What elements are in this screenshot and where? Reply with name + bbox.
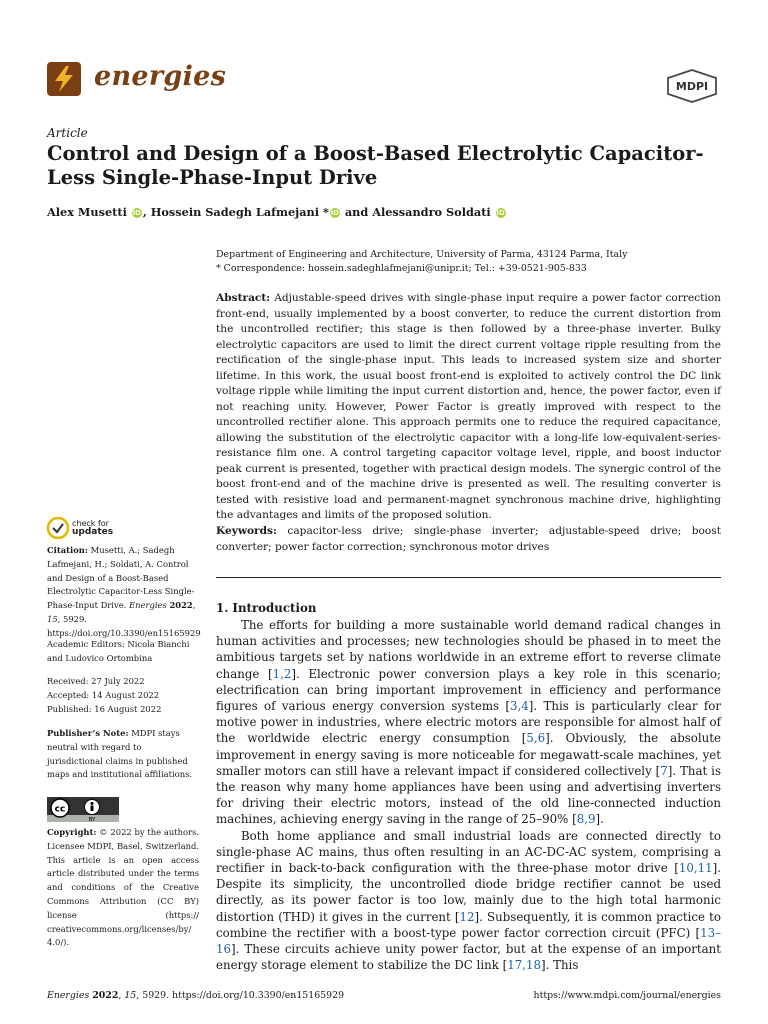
reference-link[interactable]: 7 [660,763,668,778]
author-name[interactable]: and Alessandro Soldati [340,205,491,219]
correspondence: * Correspondence: hossein.sadeghlafmejani@unipr.it; Tel.: +39-0521-905-833 [216,263,587,274]
affiliation-department: Department of Engineering and Architecture, University of Parma, 43124 Parma, Italy [216,249,628,260]
abstract-label: Abstract: [216,292,271,304]
publisher-name: MDPI [675,80,709,93]
publication-dates [47,675,199,716]
paragraph: The efforts for building a more sustainable world demand radical changes in human activities and processes; new technologies should be phased in to meet the ambitious targets set by nations worldwide in an extreme effort to reverse climate change [1,2]. Electronic power conversion plays a key role in this scenario; electrification can bring important improvement in efficiency and performance figures of various energy conversion systems [3,4]. This is particularly clear for motive power in industries, where electric motors are responsible for almost half of the worldwide electric energy consumption [5,6]. Obviously, the absolute improvement in energy saving is more noticeable for megawatt-scale machines, yet smaller motors can still have a relevant impact if considered collectively [7]. That is the reason why many home appliances have been using and advertising inverters for driving their electric motors, instead of the old line-connected induction machines, achieving energy saving in the range of 25–90% [8,9]. [216,618,722,827]
journal-logo-icon [47,62,81,96]
check-updates-icon [47,517,69,539]
author-list [47,205,507,219]
article-type: Article [47,126,88,140]
orcid-icon[interactable]: iD [330,209,339,217]
author-name[interactable]: , Hossein Sadegh Lafmejani * [142,205,329,219]
journal-name: energies [94,61,227,92]
reference-link[interactable]: 8,9 [576,812,596,827]
abstract [216,291,721,524]
copyright-block: Copyright: © 2022 by the authors. Licensee MDPI, Basel, Switzerland. This article is an open access article distributed under the terms and conditions of the Creative Commons Attribution (CC BY) license (https:// creativecommons.org/licenses/by/ 4.0/). [47,827,199,948]
paragraph: Both home appliance and small industrial loads are connected directly to single-phase AC mains, thus often resulting in an AC-DC-AC system, comprising a rectifier in back-to-back configuration with the three-phase motor drive [10,11]. Despite its simplicity, the uncontrolled diode bridge rectifier cannot be used directly, as its power factor is too low, mainly due to the high total harmonic distortion (THD) it gives in the current [12]. Subsequently, it is common practice to combine the rectifier with a boost-type power factor correction circuit (PFC) [13–16]. These circuits achieve unity power factor, but at the expense of an important energy storage element to stabilize the DC link [17,18]. This [216,828,722,973]
orcid-icon[interactable]: iD [132,209,141,217]
paper-title: Control and Design of a Boost-Based Electrolytic Capacitor-Less Single-Phase-Input Drive [47,142,704,189]
reference-link[interactable]: 17,18 [507,958,541,973]
citation-label: Citation: [47,545,88,555]
author-name[interactable]: Alex Musetti [47,205,127,219]
check-for-updates-button[interactable] [47,517,137,541]
citation-block: Citation: Musetti, A.; Sadegh Lafmejani, H.; Soldati, A. Control and Design of a Boost-Based Electrolytic Capacitor-Less Single-Phase-Input Drive. Energies 2022, 15, 5929. https://doi.org/10.3390/en15165929 [47,545,201,638]
reference-link[interactable]: 5,6 [526,731,546,746]
academic-editors: Academic Editors: Nicola Bianchi and Ludovico Ortombina [47,639,190,663]
keywords [216,524,721,555]
reference-link[interactable]: 3,4 [510,699,529,714]
footer-citation: Energies 2022, 15, 5929. https://doi.org/10.3390/en15165929 [47,990,345,1001]
introduction-body [216,617,721,973]
doi-link[interactable]: https://doi.org/10.3390/en15165929 [47,627,201,638]
accepted-date: Accepted: 14 August 2022 [47,689,160,700]
reference-link[interactable]: 10,11 [678,861,713,876]
affiliation-block [216,248,627,276]
keywords-text: capacitor-less drive; single-phase inverter; adjustable-speed drive; boost converter; power factor correction; synchronous motor drives [216,525,721,553]
section-divider [216,577,721,578]
footer-journal-url[interactable]: https://www.mdpi.com/journal/energies [533,990,721,1001]
cc-by-license-icon[interactable] [47,797,119,822]
mdpi-logo-icon [666,69,718,103]
check-updates-label: check for updates [72,519,114,537]
received-date: Received: 27 July 2022 [47,676,145,686]
reference-link[interactable]: 1,2 [272,666,292,681]
published-date: Published: 16 August 2022 [47,703,162,714]
publishers-note: Publisher’s Note: MDPI stays neutral with regard to jurisdictional claims in published maps and institutional affiliations. [47,728,193,780]
abstract-text: Adjustable-speed drives with single-phase input require a power factor correction front-end, usually implemented by a boost converter, to reduce the current distortion from the uncontrolled rectifier; this stage is then followed by a three-phase inverter. Bulky electrolytic capacitors are used to limit the direct current voltage ripple resulting from the rectification of the single-phase input. This leads to increased system size and shorter lifetime. In this work, the usual boost front-end is exploited to actively control the DC link voltage ripple while limiting the input current distortion and, hence, the power factor, even if not reaching unity. However, Power Factor is greatly improved with respect to the uncontrolled rectifier alone. This approach permits one to reduce the required capacitance, allowing the substitution of the electrolytic capacitor with a long-life low-equivalent-series-resistance film one. A control targeting capacitor voltage level, ripple, and boost inductor peak current is presented, together with practical design models. The synergic control of the boost front-end and of the machine drive is presented as well. The resulting converter is tested with resistive load and permanent-magnet synchronous machine drive, highlighting the advantages and limits of the proposed solution. [216,292,721,521]
section-heading: 1. Introduction [216,601,317,615]
svg-text:cc: cc [54,804,66,815]
svg-text:BY: BY [88,817,96,822]
reference-link[interactable]: 13–16 [216,925,721,957]
keywords-label: Keywords: [216,525,277,537]
reference-link[interactable]: 12 [459,909,475,924]
orcid-icon[interactable]: iD [496,209,505,217]
